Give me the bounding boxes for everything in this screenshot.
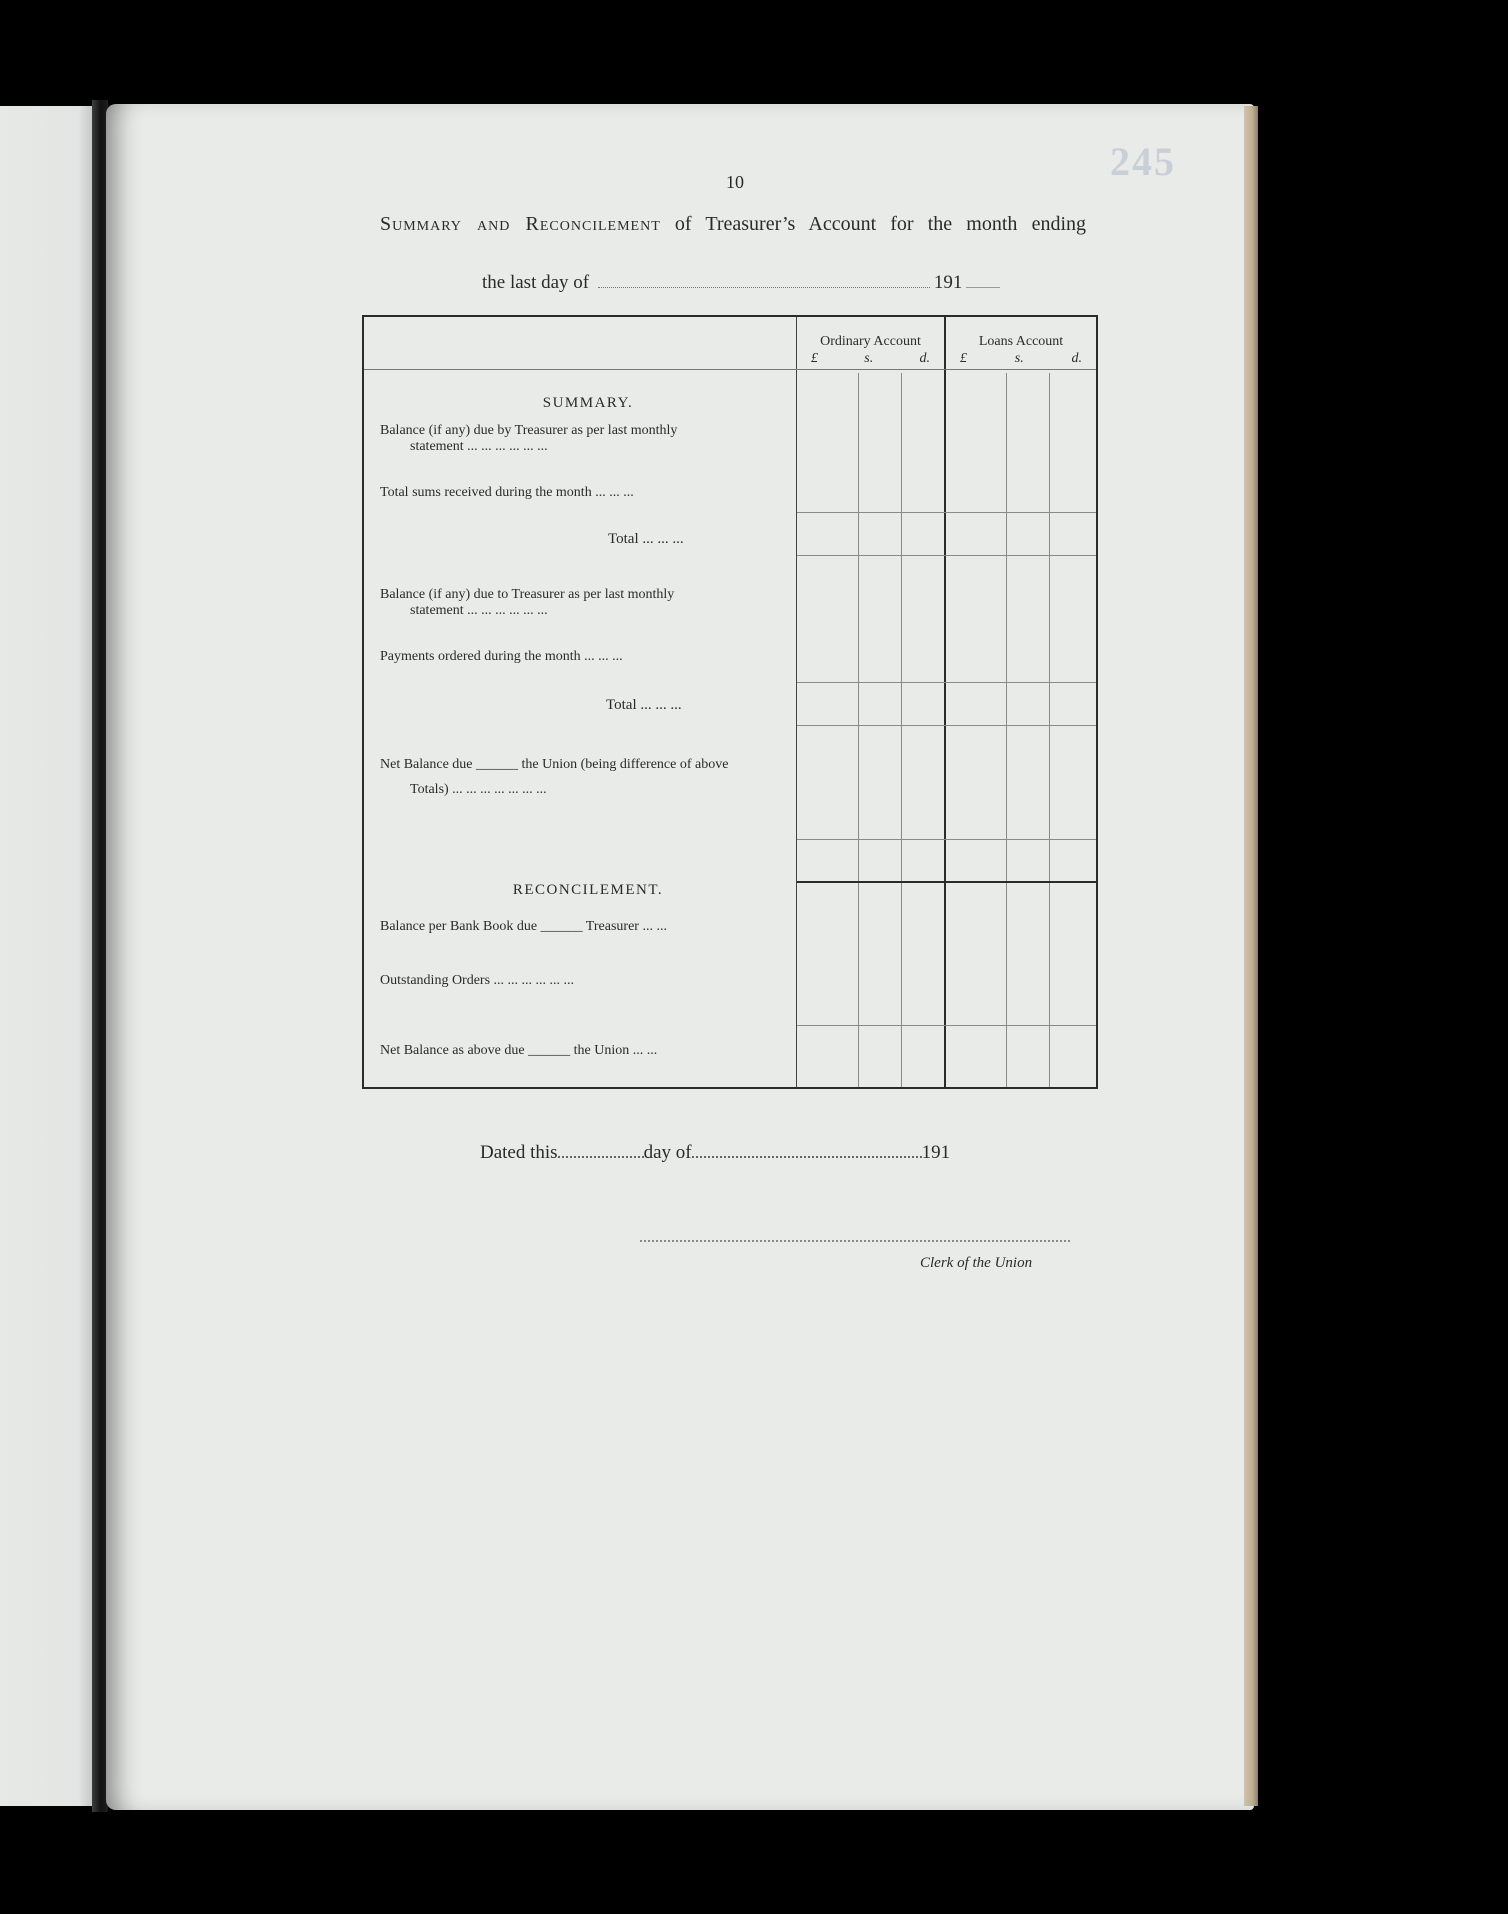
dated-prefix: Dated this — [480, 1142, 558, 1163]
balance-to-treasurer-row — [380, 587, 788, 619]
label-column-rule — [796, 317, 797, 1087]
ordinary-shillings-rule — [858, 373, 859, 1087]
total2-bottom-rule — [797, 725, 1096, 726]
total1-bottom-rule — [797, 555, 1096, 556]
facing-page — [0, 106, 98, 1806]
total1-top-rule — [797, 512, 1096, 513]
pence-symbol: d. — [919, 351, 930, 366]
page-edge — [1244, 106, 1258, 1806]
payments-ordered-row: Payments ordered during the month ... ... ... — [380, 649, 623, 664]
total-label-1: Total ... ... ... — [608, 531, 684, 547]
header-rule — [364, 369, 1096, 370]
subheading-prefix: the last day of — [482, 272, 590, 293]
total2-top-rule — [797, 682, 1096, 683]
loans-shillings-rule — [1006, 373, 1007, 1087]
heading-rest: of Treasurer’s Account for the month ending — [674, 213, 1087, 235]
page-stamp: 245 — [1110, 139, 1176, 184]
ordinary-account-header — [797, 333, 944, 367]
net-balance-rule — [797, 839, 1096, 840]
pound-symbol: £ — [960, 351, 967, 366]
net-balance-above-row: Net Balance as above due ______ the Union ... ... — [380, 1043, 658, 1058]
summary-title: SUMMARY. — [542, 395, 634, 411]
year-fill-line — [966, 273, 1000, 288]
loans-account-label: Loans Account — [978, 334, 1064, 349]
shilling-symbol: s. — [864, 351, 874, 366]
balance-by-treasurer-row — [380, 423, 788, 455]
month-fill-line — [598, 273, 930, 288]
subheading-year: 191 — [933, 272, 963, 293]
page-heading — [380, 213, 1086, 236]
net-balance-label: Net Balance due ______ the Union (being difference of above — [380, 757, 729, 772]
dated-year: 191 — [921, 1142, 951, 1163]
ordinary-pence-rule — [901, 373, 902, 1087]
account-divider-rule — [944, 317, 946, 1087]
net-balance-row — [380, 757, 788, 798]
bank-book-row: Balance per Bank Book due ______ Treasurer ... ... — [380, 919, 667, 934]
balance-to-treasurer-cont: statement ... ... ... ... ... ... — [410, 603, 548, 618]
signature-label: Clerk of the Union — [920, 1255, 1033, 1271]
dated-line — [480, 1142, 950, 1164]
balance-by-treasurer-label: Balance (if any) due by Treasurer as per last monthly — [380, 423, 678, 438]
loans-account-header — [946, 333, 1096, 367]
dated-mid: day of — [643, 1142, 692, 1163]
outstanding-rule — [797, 1025, 1096, 1026]
sums-received-row: Total sums received during the month ... ... ... — [380, 485, 634, 500]
month-dotted-line — [692, 1144, 922, 1158]
shilling-symbol: s. — [1014, 351, 1024, 366]
page-number: 10 — [726, 172, 744, 192]
subheading — [482, 272, 1004, 294]
pence-symbol: d. — [1071, 351, 1082, 366]
reconcilement-title: RECONCILEMENT. — [512, 882, 664, 898]
outstanding-orders-row: Outstanding Orders ... ... ... ... ... ... — [380, 973, 575, 988]
ledger-table — [362, 315, 1098, 1089]
balance-to-treasurer-label: Balance (if any) due to Treasurer as per last monthly — [380, 587, 675, 602]
heading-title: Summary and Reconcilement — [380, 213, 661, 235]
signature-line — [640, 1240, 1070, 1242]
pound-symbol: £ — [811, 351, 818, 366]
total-label-2: Total ... ... ... — [606, 697, 682, 713]
section-divider-rule — [797, 881, 1096, 883]
loans-pence-rule — [1049, 373, 1050, 1087]
day-dotted-line — [558, 1144, 644, 1158]
net-balance-cont: Totals) ... ... ... ... ... ... ... — [410, 782, 547, 797]
balance-by-treasurer-cont: statement ... ... ... ... ... ... — [410, 439, 548, 454]
ordinary-account-label: Ordinary Account — [820, 334, 921, 349]
